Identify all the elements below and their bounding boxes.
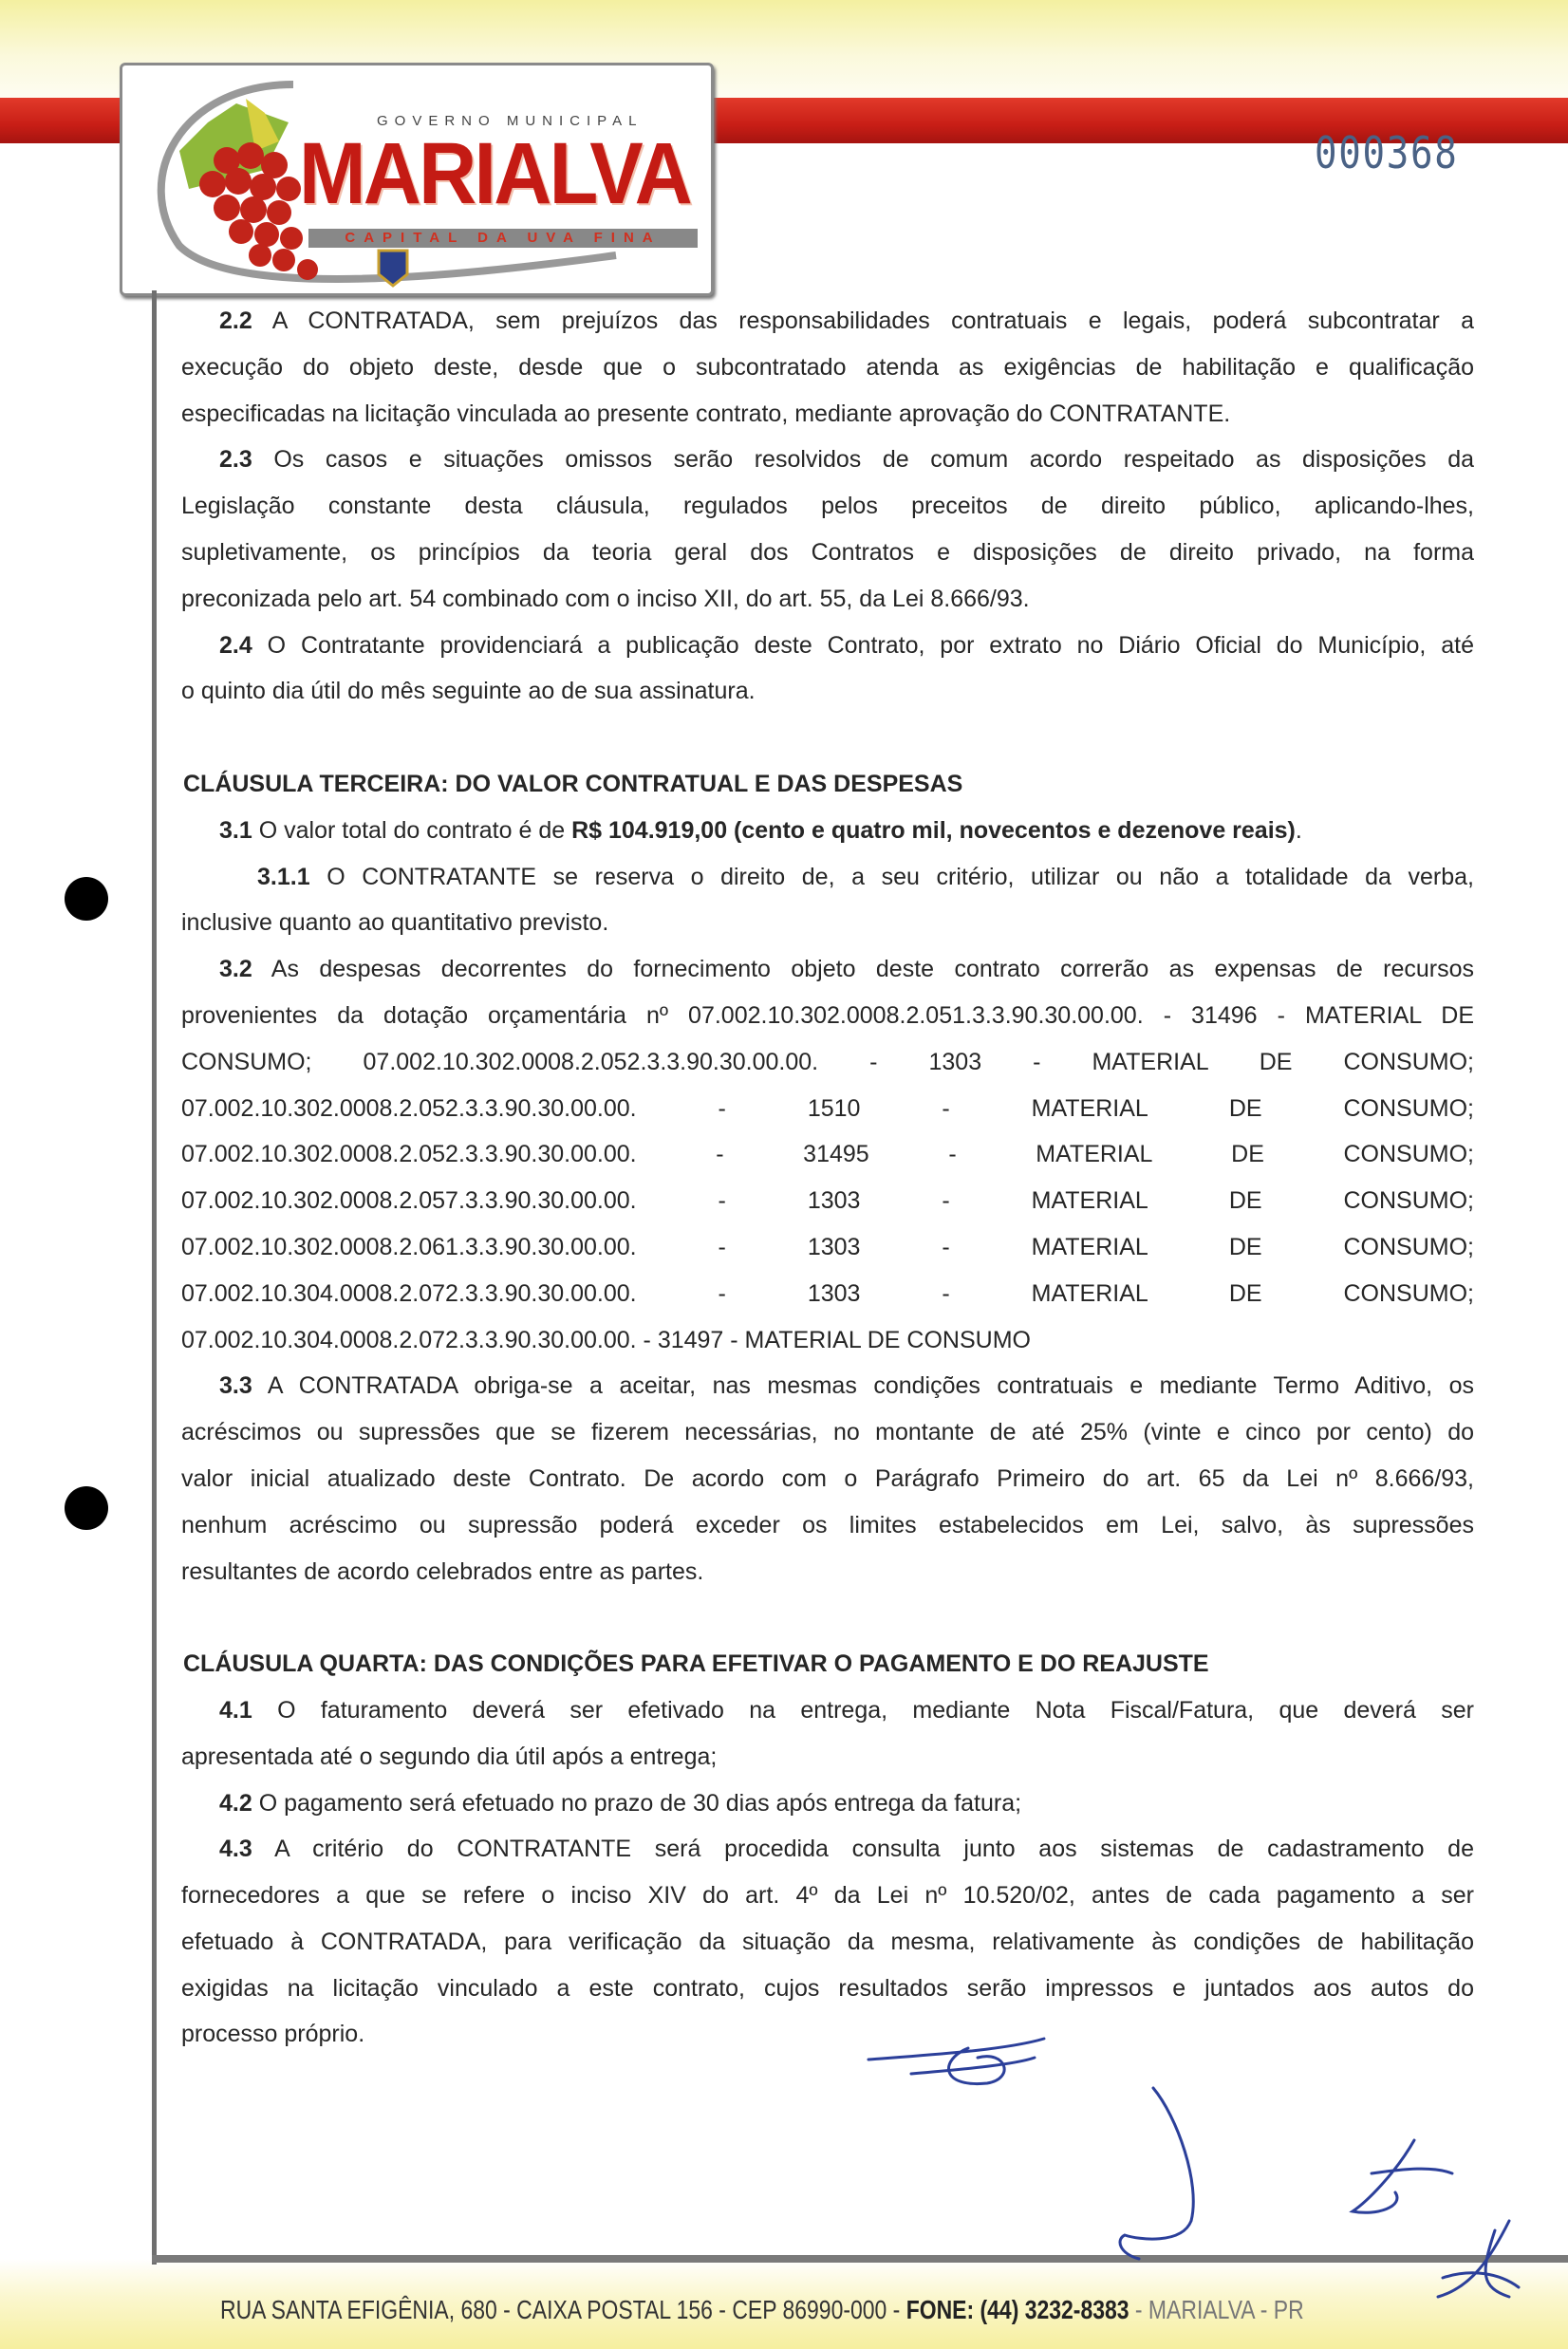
text-line: resultantes de acordo celebrados entre as partes. [181, 1557, 704, 1585]
budget-line: 07.002.10.302.0008.2.052.3.3.90.30.00.00. - 31495 - MATERIAL DE CONSUMO; [181, 1141, 1474, 1168]
contract-value: R$ 104.919,00 (cento e quatro mil, novecentos e dezenove reais) [571, 816, 1296, 844]
footer-address: RUA SANTA EFIGÊNIA, 680 - CAIXA POSTAL 156 - CEP 86990-000 - [220, 2295, 906, 2324]
text-line: valor inicial atualizado deste Contrato. De acordo com o Parágrafo Primeiro do art. 65 da Lei nº 8.666/93, [181, 1464, 1474, 1492]
text: Os casos e situações omissos serão resolvidos de comum acordo respeitado as disposições da [273, 446, 1474, 474]
text-line: supletivamente, os princípios da teoria geral dos Contratos e disposições de direito privado, na forma [181, 538, 1474, 566]
signature-initials-4 [1438, 2221, 1519, 2297]
logo-slogan: CAPITAL DA UVA FINA [308, 229, 698, 248]
text: O pagamento será efetuado no prazo de 30 dias após entrega da fatura; [258, 1789, 1022, 1817]
text-line: exigidas na licitação vinculado a este contrato, cujos resultados serão impressos e juntados aos autos do [181, 1974, 1474, 2002]
clause-number: 2.3 [219, 446, 252, 474]
clause-number: 3.3 [219, 1372, 252, 1400]
logo-government-label: GOVERNO MUNICIPAL [377, 113, 644, 129]
text-line: provenientes da dotação orçamentária nº 07.002.10.302.0008.2.051.3.3.90.30.00.00. - 31496 - MATERIAL DE [181, 1001, 1474, 1029]
budget-line: 07.002.10.304.0008.2.072.3.3.90.30.00.00. - 31497 - MATERIAL DE CONSUMO [181, 1326, 1031, 1353]
text-line: nenhum acréscimo ou supressão poderá exceder os limites estabelecidos em Lei, salvo, às supressões [181, 1511, 1474, 1538]
text-line: especificadas na licitação vinculada ao presente contrato, mediante aprovação do CONTRATANTE. [181, 400, 1231, 427]
signature-initials-1 [868, 2039, 1044, 2084]
text-line: inclusive quanto ao quantitativo previsto. [181, 909, 609, 937]
clause-number: 2.2 [219, 308, 252, 334]
text-line: acréscimos ou supressões que se fizerem necessárias, no montante de até 25% (vinte e cinco por cento) do [181, 1419, 1474, 1446]
text: As despesas decorrentes do fornecimento objeto deste contrato correrão as expensas de recursos [271, 956, 1474, 983]
clause-number: 3.2 [219, 956, 252, 983]
clause-number: 2.4 [219, 631, 252, 659]
budget-line: 07.002.10.302.0008.2.052.3.3.90.30.00.00. - 1510 - MATERIAL DE CONSUMO; [181, 1094, 1474, 1122]
logo-city-name: MARIALVA [299, 125, 691, 222]
text: . [1295, 816, 1302, 844]
clause-number: 4.1 [219, 1696, 252, 1724]
text-line: processo próprio. [181, 2021, 365, 2048]
text-line: execução do objeto deste, desde que o subcontratado atenda as exigências de habilitação e qualificação [181, 353, 1474, 381]
clause-number: 4.3 [219, 1836, 252, 1863]
text-line: fornecedores a que se refere o inciso XIV do art. 4º da Lei nº 10.520/02, antes de cada pagamento a ser [181, 1882, 1474, 1910]
budget-line: 07.002.10.304.0008.2.072.3.3.90.30.00.00. - 1303 - MATERIAL DE CONSUMO; [181, 1279, 1474, 1307]
budget-line: 07.002.10.302.0008.2.061.3.3.90.30.00.00. - 1303 - MATERIAL DE CONSUMO; [181, 1233, 1474, 1260]
budget-line: 07.002.10.302.0008.2.057.3.3.90.30.00.00. - 1303 - MATERIAL DE CONSUMO; [181, 1187, 1474, 1215]
text: O CONTRATANTE se reserva o direito de, a seu critério, utilizar ou não a totalidade da verba, [327, 863, 1474, 890]
section-heading-clause-4: CLÁUSULA QUARTA: DAS CONDIÇÕES PARA EFETIVAR O PAGAMENTO E DO REAJUSTE [183, 1650, 1209, 1678]
text: O faturamento deverá ser efetivado na entrega, mediante Nota Fiscal/Fatura, que deverá ser [277, 1696, 1474, 1724]
clause-number: 3.1 [219, 816, 252, 844]
text: A critério do CONTRATANTE será procedida consulta junto aos sistemas de cadastramento de [274, 1836, 1474, 1863]
text-line: Legislação constante desta cláusula, regulados pelos preceitos de direito público, aplicando-lhes, [181, 493, 1474, 520]
text-line: apresentada até o segundo dia útil após a entrega; [181, 1743, 718, 1770]
section-heading-clause-3: CLÁUSULA TERCEIRA: DO VALOR CONTRATUAL E DAS DESPESAS [183, 770, 963, 797]
page-number-stamp: 000368 [1315, 127, 1459, 178]
footer-phone: FONE: (44) 3232-8383 [905, 2295, 1129, 2324]
text-line: efetuado à CONTRATADA, para verificação da situação da mesma, relativamente às condições de habilitação [181, 1928, 1474, 1955]
clause-number: 4.2 [219, 1789, 252, 1817]
text-line: preconizada pelo art. 54 combinado com o inciso XII, do art. 55, da Lei 8.666/93. [181, 585, 1030, 612]
text: O Contratante providenciará a publicação deste Contrato, por extrato no Diário Oficial do Município, até [267, 631, 1474, 659]
letterhead-footer [220, 2295, 1304, 2325]
clause-number: 3.1.1 [257, 863, 310, 890]
footer-city: - MARIALVA - PR [1129, 2295, 1304, 2324]
text: O valor total do contrato é de [258, 816, 572, 844]
signature-initials-3 [1353, 2140, 1452, 2212]
text: A CONTRATADA, sem prejuízos das responsabilidades contratuais e legais, poderá subcontratar a [271, 308, 1474, 334]
text-line: o quinto dia útil do mês seguinte ao de sua assinatura. [181, 678, 756, 705]
budget-line: CONSUMO; 07.002.10.302.0008.2.052.3.3.90.30.00.00. - 1303 - MATERIAL DE CONSUMO; [181, 1048, 1474, 1075]
text: A CONTRATADA obriga-se a aceitar, nas mesmas condições contratuais e mediante Termo Aditivo, os [267, 1372, 1474, 1400]
signature-initials-2 [1120, 2088, 1193, 2259]
